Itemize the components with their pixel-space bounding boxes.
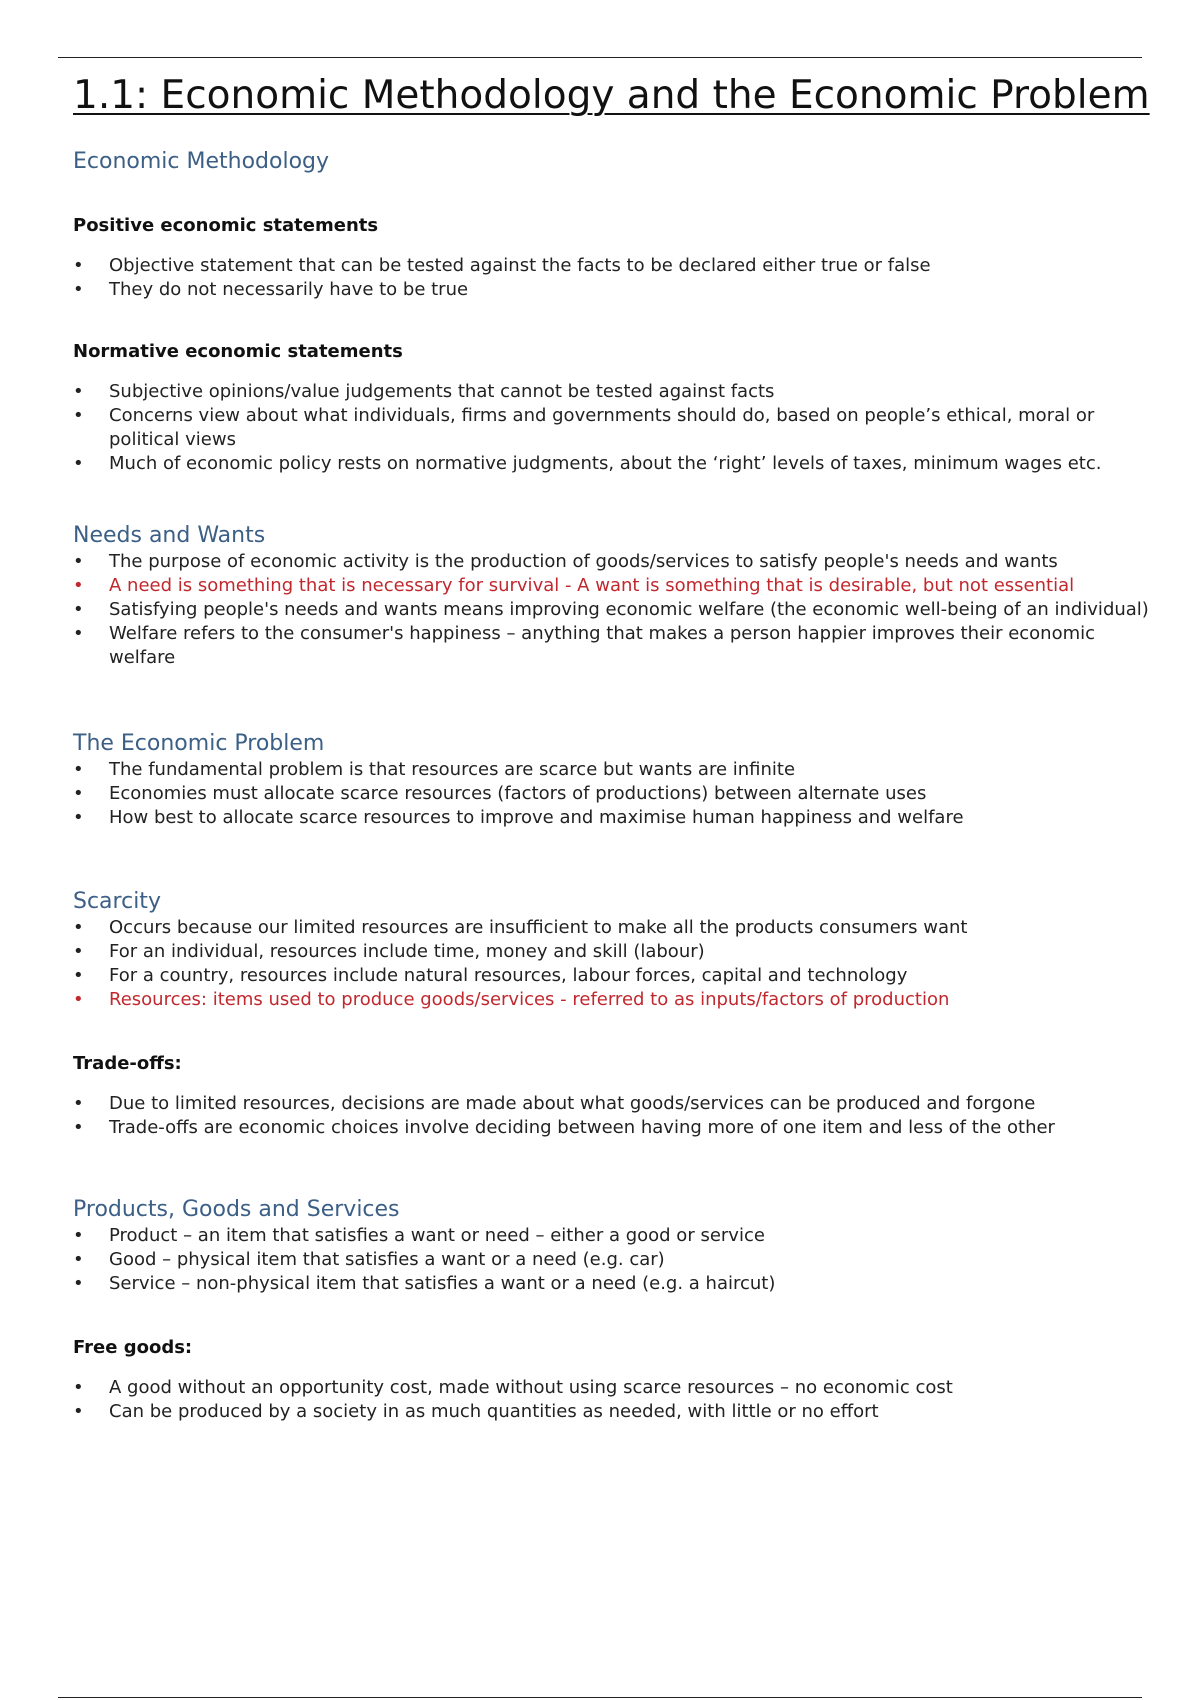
- list-item: • The purpose of economic activity is the production of goods/services to satisfy people's needs and wants: [73, 550, 1163, 574]
- top-rule: [58, 57, 1142, 58]
- heading-economic-methodology: Economic Methodology: [73, 149, 330, 174]
- list-item: • How best to allocate scarce resources to improve and maximise human happiness and welfare: [73, 806, 1163, 830]
- document-page: [73, 70, 1163, 1424]
- trade-offs-list: [73, 1092, 1163, 1140]
- list-item: • Can be produced by a society in as much quantities as needed, with little or no effort: [73, 1400, 1163, 1424]
- list-item: • Occurs because our limited resources are insufficient to make all the products consumers want: [73, 916, 1163, 940]
- list-item: • Welfare refers to the consumer's happiness – anything that makes a person happier improves their economic welfare: [73, 622, 1163, 670]
- list-item: • For a country, resources include natural resources, labour forces, capital and technology: [73, 964, 1163, 988]
- list-item: • Service – non-physical item that satisfies a want or a need (e.g. a haircut): [73, 1272, 1163, 1296]
- list-item: • Good – physical item that satisfies a want or a need (e.g. car): [73, 1248, 1163, 1272]
- page-title: 1.1: Economic Methodology and the Economic Problem: [73, 73, 1150, 118]
- list-item: • Product – an item that satisfies a want or need – either a good or service: [73, 1224, 1163, 1248]
- economic-problem-list: [73, 758, 1163, 830]
- list-item: • Concerns view about what individuals, firms and governments should do, based on people’s ethical, moral or political views: [73, 404, 1163, 452]
- heading-products-goods-services: Products, Goods and Services: [73, 1197, 400, 1222]
- heading-scarcity: Scarcity: [73, 889, 161, 914]
- subheading-positive-statements: Positive economic statements: [73, 215, 379, 236]
- positive-statements-list: [73, 254, 1163, 302]
- subheading-trade-offs: Trade-offs:: [73, 1053, 182, 1074]
- list-item: • Objective statement that can be tested against the facts to be declared either true or false: [73, 254, 1163, 278]
- list-item: • A good without an opportunity cost, made without using scarce resources – no economic cost: [73, 1376, 1163, 1400]
- list-item: • They do not necessarily have to be true: [73, 278, 1163, 302]
- subheading-free-goods: Free goods:: [73, 1337, 193, 1358]
- list-item: • Due to limited resources, decisions are made about what goods/services can be produced and forgone: [73, 1092, 1163, 1116]
- scarcity-list: [73, 916, 1163, 1012]
- list-item: • The fundamental problem is that resources are scarce but wants are infinite: [73, 758, 1163, 782]
- free-goods-list: [73, 1376, 1163, 1424]
- needs-wants-list: [73, 550, 1163, 670]
- heading-economic-problem: The Economic Problem: [73, 731, 325, 756]
- subheading-normative-statements: Normative economic statements: [73, 341, 403, 362]
- list-item: • Subjective opinions/value judgements that cannot be tested against facts: [73, 380, 1163, 404]
- products-list: [73, 1224, 1163, 1296]
- list-item-highlighted: • A need is something that is necessary for survival - A want is something that is desirable, but not essential: [73, 574, 1163, 598]
- list-item: • For an individual, resources include time, money and skill (labour): [73, 940, 1163, 964]
- list-item: • Economies must allocate scarce resources (factors of productions) between alternate uses: [73, 782, 1163, 806]
- list-item: • Satisfying people's needs and wants means improving economic welfare (the economic well-being of an individual): [73, 598, 1163, 622]
- list-item-highlighted: • Resources: items used to produce goods/services - referred to as inputs/factors of production: [73, 988, 1163, 1012]
- list-item: • Trade-offs are economic choices involve deciding between having more of one item and less of the other: [73, 1116, 1163, 1140]
- bottom-rule: [58, 1697, 1142, 1698]
- normative-statements-list: [73, 380, 1163, 476]
- heading-needs-and-wants: Needs and Wants: [73, 523, 266, 548]
- list-item: • Much of economic policy rests on normative judgments, about the ‘right’ levels of taxes, minimum wages etc.: [73, 452, 1163, 476]
